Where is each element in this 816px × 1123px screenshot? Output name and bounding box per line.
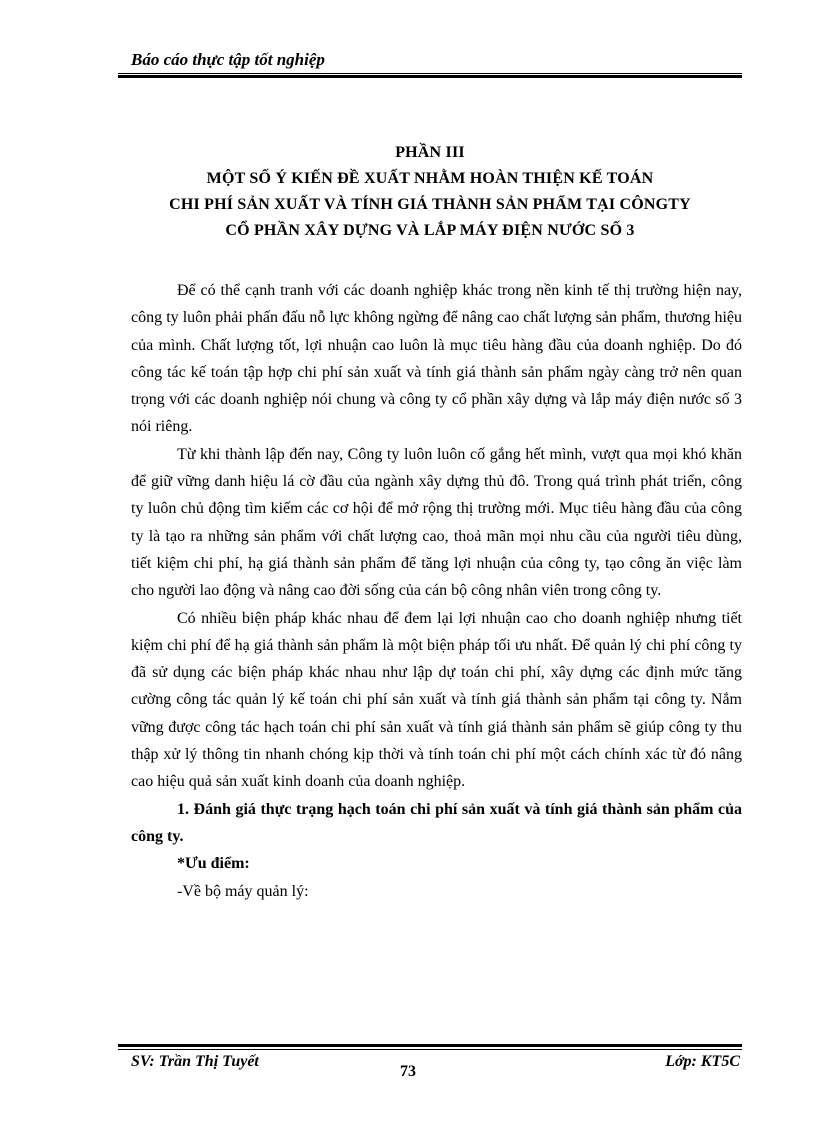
header-title: Báo cáo thực tập tốt nghiệp	[131, 50, 325, 69]
page-number: 73	[400, 1063, 416, 1080]
section-heading: 1. Đánh giá thực trạng hạch toán chi phí sản xuất và tính giá thành sản phẩm của công ty.	[131, 800, 742, 845]
list-item: -Về bộ máy quản lý:	[177, 882, 309, 900]
chapter-title-block	[118, 140, 742, 244]
chapter-title-line-2: CHI PHÍ SẢN XUẤT VÀ TÍNH GIÁ THÀNH SẢN PHẨM TẠI CÔNGTY	[169, 196, 691, 213]
header-rule-thick	[118, 75, 742, 78]
footer-class: Lớp: KT5C	[665, 1053, 740, 1070]
chapter-title-line-3: CỔ PHẦN XÂY DỰNG VÀ LẮP MÁY ĐIỆN NƯỚC SỐ 3	[225, 222, 635, 239]
part-title: PHẦN III	[395, 144, 465, 161]
body-text	[131, 277, 742, 905]
header-rule	[118, 73, 742, 74]
paragraph-2: Từ khi thành lập đến nay, Công ty luôn luôn cố gắng hết mình, vượt qua mọi khó khăn để giữ vững danh hiệu lá cờ đầu của ngành xây dựng thủ đô. Trong quá trình phát triển, công ty luôn chủ động tìm kiếm các cơ hội để mở rộng thị trường mới. Mục tiêu hàng đầu của công ty là tạo ra những sản phẩm với chất lượng cao, thoả mãn mọi nhu cầu của người tiêu dùng, tiết kiệm chi phí, hạ giá thành sản phẩm để tăng lợi nhuận của công ty, tạo công ăn việc làm cho người lao động và nâng cao đời sống của cán bộ công nhân viên trong công ty.	[131, 445, 742, 600]
footer-rule	[118, 1049, 742, 1050]
paragraph-1: Để có thể cạnh tranh với các doanh nghiệp khác trong nền kinh tế thị trường hiện nay, công ty luôn phải phấn đấu nỗ lực không ngừng để nâng cao chất lượng sản phẩm, thương hiệu của mình. Chất lượng tốt, lợi nhuận cao luôn là mục tiêu hàng đầu của doanh nghiệp. Do đó công tác kế toán tập hợp chi phí sản xuất và tính giá thành sản phẩm ngày càng trở nên quan trọng với các doanh nghiệp nói chung và công ty cổ phần xây dựng và lắp máy điện nước số 3 nói riêng.	[131, 282, 742, 436]
footer-rule-thick	[118, 1044, 742, 1047]
paragraph-3: Có nhiều biện pháp khác nhau để đem lại lợi nhuận cao cho doanh nghiệp nhưng tiết kiệm chi phí để hạ giá thành sản phẩm là một biện pháp tối ưu nhất. Để quản lý chi phí công ty đã sử dụng các biện pháp khác nhau như lập dự toán chi phí, xây dựng các định mức tăng cường công tác quản lý kế toán chi phí sản xuất và tính giá thành sản phẩm tại công ty. Nắm vững được công tác hạch toán chi phí sản xuất và tính giá thành sản phẩm sẽ giúp công ty thu thập xử lý thông tin nhanh chóng kịp thời và tính toán chi phí một cách chính xác từ đó nâng cao hiệu quả sản xuất kinh doanh của doanh nghiệp.	[131, 609, 742, 791]
footer-student-name: SV: Trần Thị Tuyết	[131, 1053, 259, 1070]
subheading-advantages: *Ưu điểm:	[177, 855, 250, 873]
chapter-title-line-1: MỘT SỐ Ý KIẾN ĐỀ XUẤT NHẰM HOÀN THIỆN KẾ TOÁN	[206, 170, 654, 187]
